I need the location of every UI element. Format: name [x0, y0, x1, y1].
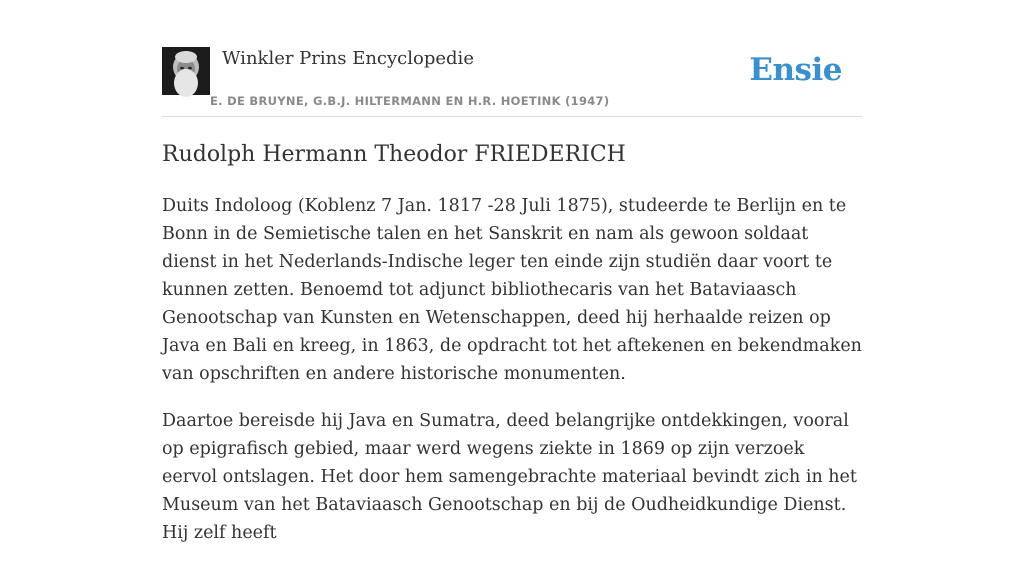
article-title: Rudolph Hermann Theodor FRIEDERICH — [162, 142, 626, 167]
portrait-icon — [162, 47, 210, 95]
article-body — [162, 192, 862, 566]
publication-title[interactable]: Winkler Prins Encyclopedie — [222, 48, 474, 69]
publication-header — [162, 46, 862, 117]
publication-avatar — [162, 47, 210, 95]
ensie-logo-link[interactable]: Ensie — [749, 52, 842, 88]
article-paragraph: Duits Indoloog (Koblenz 7 Jan. 1817 -28 Juli 1875), studeerde te Berlijn en te Bonn in de Semietische talen en het Sanskrit en nam als gewoon soldaat dienst in het Nederlands-Indische leger ten einde zijn studiën daar voort te kunnen zetten. Benoemd tot adjunct bibliothecaris van het Bataviaasch Genootschap van Kunsten en Wetenschappen, deed hij herhaalde reizen op Java en Bali en kreeg, in 1863, de opdracht tot het aftekenen en bekendmaken van opschriften en andere historische monumenten. — [162, 196, 862, 384]
article-paragraph: Daartoe bereisde hij Java en Sumatra, deed belangrijke ontdekkingen, vooral op epigrafisch gebied, maar werd wegens ziekte in 1869 op zijn verzoek eervol ontslagen. Het door hem samengebrachte materiaal bevindt zich in het Museum van het Bataviaasch Genootschap en bij de Oudheidkundige Dienst. Hij zelf heeft — [162, 411, 857, 543]
publication-authors: E. DE BRUYNE, G.B.J. HILTERMANN EN H.R. HOETINK (1947) — [210, 94, 610, 108]
